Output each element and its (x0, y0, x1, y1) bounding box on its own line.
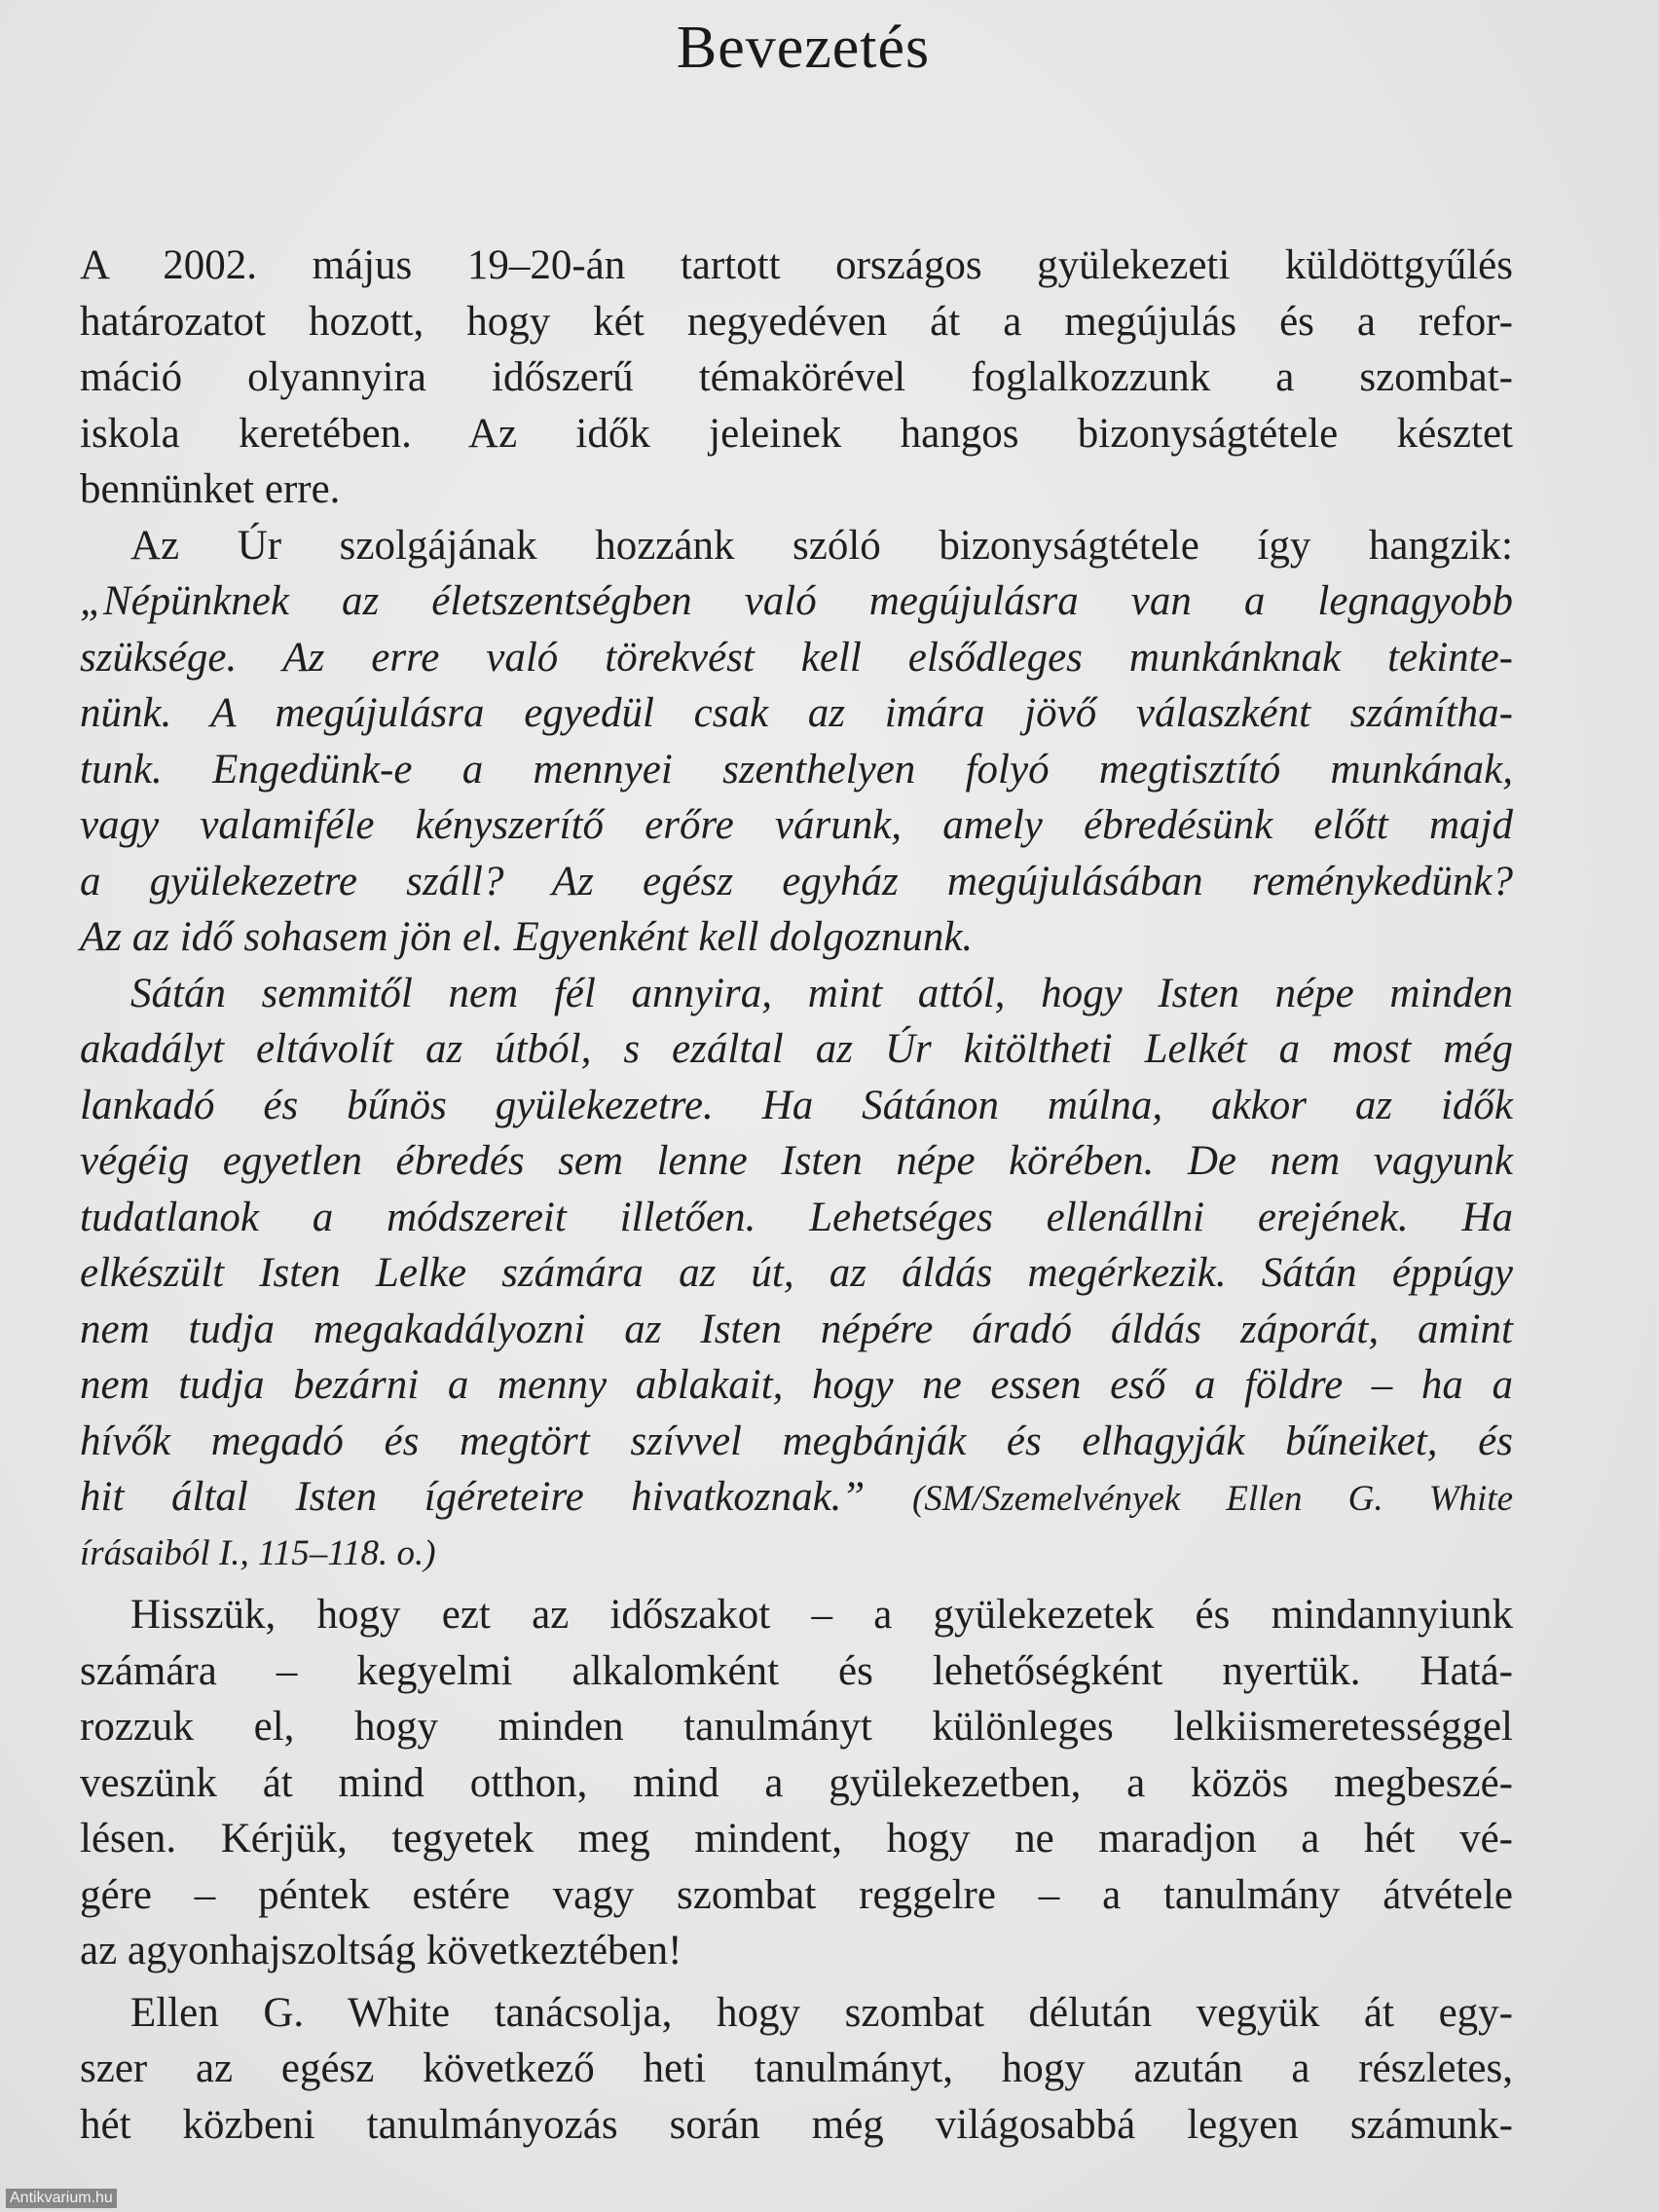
quote-line: nünk. A megújulásra egyedül csak az imára jövő válaszként számítha- (80, 690, 1513, 736)
text-line: A 2002. május 19–20-án tartott országos gyülekezeti küldöttgyűlés (80, 242, 1513, 288)
body-text (80, 238, 1513, 2153)
text-line: Hisszük, hogy ezt az időszakot – a gyülekezetek és mindannyiunk (130, 1592, 1513, 1638)
citation: (SM/Szemelvények Ellen G. White (911, 1479, 1514, 1519)
text-line: máció olyannyira időszerű témakörével foglalkozzunk a szombat- (80, 354, 1513, 400)
text-line: veszünk át mind otthon, mind a gyülekezetben, a közös megbeszé- (80, 1759, 1513, 1806)
quote-line: nem tudja bezárni a menny ablakait, hogy ne essen eső a földre – ha a (80, 1362, 1513, 1408)
citation-line: írásaiból I., 115–118. o.) (80, 1532, 436, 1573)
text-line: gére – péntek estére vagy szombat reggelre – a tanulmány átvétele (80, 1871, 1513, 1918)
text-line: az agyonhajszoltság következtében! (80, 1928, 682, 1973)
text-line: iskola keretében. Az idők jeleinek hangos bizonyságtétele késztet (80, 410, 1513, 457)
quote-line: tudatlanok a módszereit illetően. Lehetséges ellenállni erejének. Ha (80, 1194, 1513, 1240)
text-line: hét közbeni tanulmányozás során még világosabbá legyen számunk- (80, 2101, 1513, 2148)
page-title: Bevezetés (676, 15, 931, 81)
quote-line: „Népünknek az életszentségben való megújulásra van a legnagyobb (80, 578, 1513, 624)
quote-line: Az az idő sohasem jön el. Egyenként kell dolgoznunk. (80, 914, 974, 960)
quote-end-line (80, 1469, 1513, 1526)
quote-line: végéig egyetlen ébredés sem lenne Isten népe körében. De nem vagyunk (80, 1138, 1513, 1184)
quote-line: elkészült Isten Lelke számára az út, az áldás megérkezik. Sátán éppúgy (80, 1250, 1513, 1296)
quote-end-text: hit által Isten ígéreteire hivatkoznak.” (80, 1474, 866, 1520)
quote-line: a gyülekezetre száll? Az egész egyház megújulásában reménykedünk? (80, 858, 1513, 904)
text-line: szer az egész következő heti tanulmányt, hogy azután a részletes, (80, 2046, 1513, 2091)
watermark: Antikvarium.hu (6, 2189, 117, 2208)
text-line: Ellen G. White tanácsolja, hogy szombat délután vegyük át egy- (130, 1989, 1513, 2036)
quote-line: szüksége. Az erre való törekvést kell elsődleges munkánknak tekinte- (80, 634, 1513, 681)
text-line: bennünket erre. (80, 466, 341, 512)
text-line: számára – kegyelmi alkalomként és lehetőségként nyertük. Hatá- (80, 1647, 1513, 1694)
text-line: lésen. Kérjük, tegyetek meg mindent, hogy ne maradjon a hét vé- (80, 1816, 1513, 1862)
quote-line: nem tudja megakadályozni az Isten népére áradó áldás záporát, amint (80, 1306, 1513, 1352)
quote-line: hívők megadó és megtört szívvel megbánják és elhagyják bűneiket, és (80, 1418, 1513, 1464)
quote-line: vagy valamiféle kényszerítő erőre várunk, amely ébredésünk előtt majd (80, 802, 1513, 848)
quote-line: tunk. Engedünk-e a mennyei szenthelyen folyó megtisztító munkának, (80, 746, 1513, 793)
text-line: Az Úr szolgájának hozzánk szóló bizonyságtétele így hangzik: (130, 522, 1513, 569)
quote-line: lankadó és bűnös gyülekezetre. Ha Sátánon múlna, akkor az idők (80, 1082, 1513, 1128)
quote-line: akadályt eltávolít az útból, s ezáltal az Úr kitöltheti Lelkét a most még (80, 1026, 1513, 1072)
text-line: határozatot hozott, hogy két negyedéven át a megújulás és a refor- (80, 298, 1513, 345)
text-line: rozzuk el, hogy minden tanulmányt különleges lelkiismeretességgel (80, 1704, 1513, 1750)
quote-line: Sátán semmitől nem fél annyira, mint attól, hogy Isten népe minden (130, 970, 1513, 1016)
